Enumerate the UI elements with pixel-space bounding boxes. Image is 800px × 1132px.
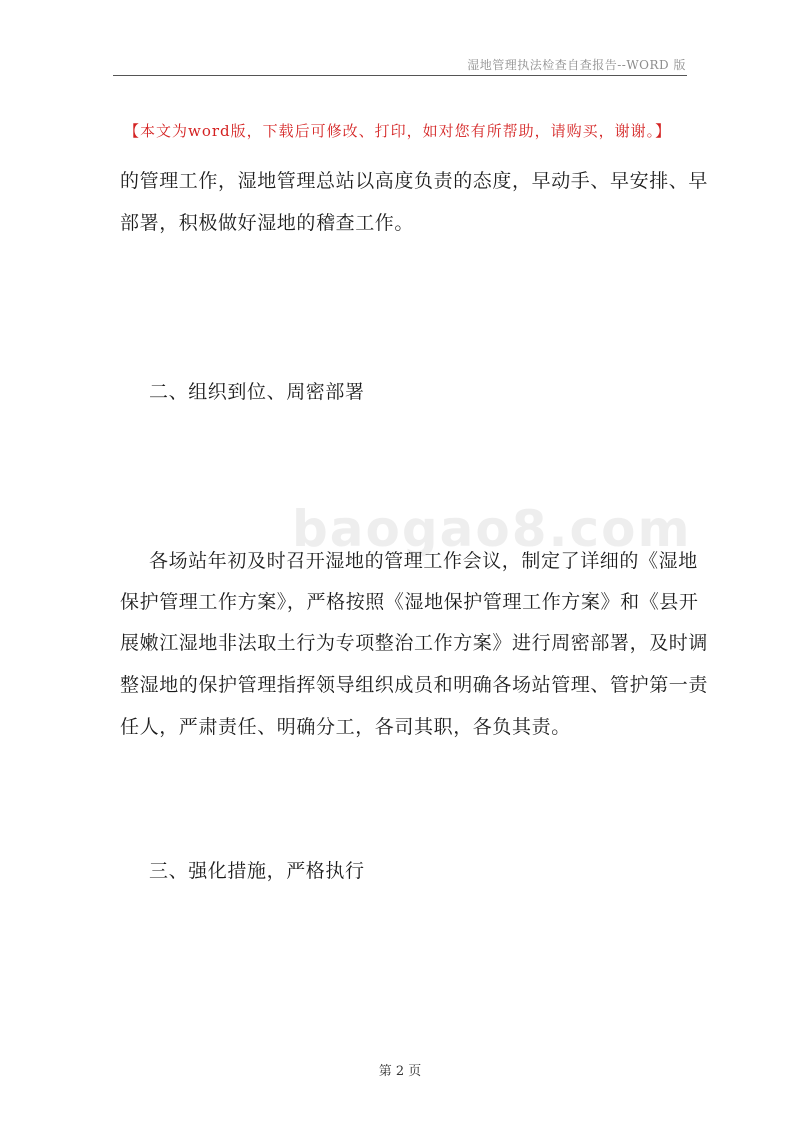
- paragraph-line: 保护管理工作方案》，严格按照《湿地保护管理工作方案》和《县开: [120, 591, 699, 613]
- page-number: 第 2 页: [378, 1064, 422, 1079]
- section-heading-3: 三、强化措施，严格执行: [149, 860, 365, 882]
- watermark-logo: baogao8.com: [292, 500, 692, 558]
- paragraph-line: 整湿地的保护管理指挥领导组织成员和明确各场站管理、管护第一责: [120, 674, 709, 696]
- paragraph-line: 展嫩江湿地非法取土行为专项整治工作方案》进行周密部署，及时调: [120, 632, 709, 654]
- paragraph-line: 部署，积极做好湿地的稽查工作。: [120, 212, 415, 234]
- document-header-title: 湿地管理执法检查自查报告--WORD 版: [467, 58, 686, 72]
- purchase-notice: 【本文为word版，下载后可修改、打印，如对您有所帮助，请购买，谢谢。】: [124, 122, 672, 140]
- paragraph-line: 任人，严肃责任、明确分工，各司其职，各负其责。: [120, 716, 571, 738]
- paragraph-line: 各场站年初及时召开湿地的管理工作会议，制定了详细的《湿地: [149, 550, 698, 572]
- header-divider: [113, 75, 687, 76]
- section-heading-2: 二、组织到位、周密部署: [149, 381, 365, 403]
- paragraph-line: 的管理工作，湿地管理总站以高度负责的态度，早动手、早安排、早: [120, 170, 709, 192]
